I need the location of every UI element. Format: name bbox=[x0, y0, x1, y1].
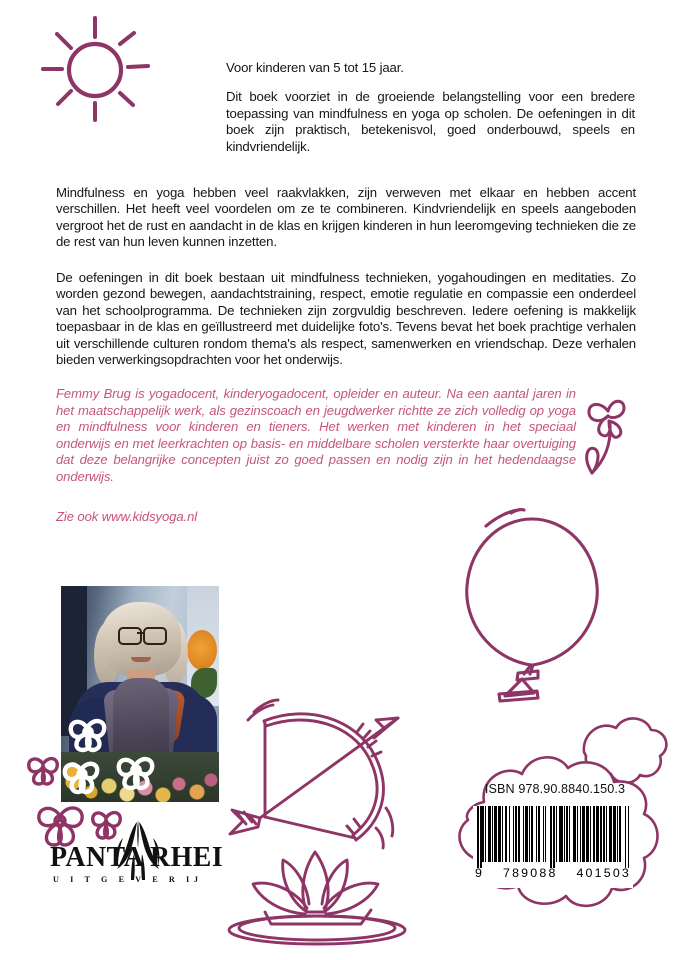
photo-glasses-bridge bbox=[137, 632, 145, 634]
balloon-icon bbox=[458, 508, 608, 703]
barcode-digit-group-two: 401503 bbox=[576, 866, 631, 880]
paragraph-three-block bbox=[56, 270, 636, 381]
publisher-name: PANTA RHEI bbox=[50, 841, 224, 873]
isbn-label: ISBN 978.90.8840.150.3 bbox=[484, 782, 626, 796]
audience-line: Voor kinderen van 5 tot 15 jaar. bbox=[226, 60, 404, 75]
paragraph-three: De oefeningen in dit boek bestaan uit mindfulness technieken, yogahoudingen en meditaties. Zo worden gezond bewegen, aandachtstraining, respect, emotie regulatie en compassie een onderdeel van het schoolprogramma. De technieken zijn zorgvuldig beschreven. Iedere oefening is makkelijk toepasbaar in de klas en geïllustreerd met duidelijke foto's. Tevens bevat het boek prachtige verhalen uit verschillende culturen rondom thema's als respect, samenwerken en vriendschap. Deze verhalen bieden verwerkingsopdrachten voor het onderwijs. bbox=[56, 270, 636, 368]
sun-icon bbox=[33, 12, 158, 124]
photo-glasses-right bbox=[143, 627, 167, 645]
photo-orange-flower bbox=[187, 630, 217, 670]
author-bio: Femmy Brug is yogadocent, kinderyogadocent, opleider en auteur. Na een aantal jaren in het maatschappelijk werk, als gezinscoach en jeugdwerker richtte ze zich volledig op yoga en mindfulness voor kinderen en tieners. Het werken met kinderen in het speciaal onderwijs en met leerkrachten op basis- en middelbare scholen versterkte haar overtuiging dat deze belangrijke concepten juist zo goed passen en nodig zijn in het hedendaagse onderwijs. bbox=[56, 386, 576, 484]
website-link[interactable]: Zie ook www.kidsyoga.nl bbox=[56, 509, 198, 524]
lotus-flower-icon bbox=[225, 838, 415, 946]
intro-paragraph: Dit boek voorziet in de groeiende belangstelling voor een bredere toepassing van mindfulness en yoga op scholen. De oefeningen in dit boek zijn praktisch, betekenisvol, goed onderbouwd, speels en kindvriendelijk. bbox=[226, 89, 635, 154]
barcode-digits bbox=[473, 866, 633, 880]
intro-text-block bbox=[226, 60, 635, 168]
publisher-tagline: U I T G E V E R IJ bbox=[53, 875, 203, 884]
barcode-digit-left: 9 bbox=[475, 866, 485, 880]
publisher-logo bbox=[50, 820, 224, 892]
author-bio-block bbox=[56, 386, 576, 499]
paragraph-two: Mindfulness en yoga hebben veel raakvlakken, zijn verweven met elkaar en hebben accent verschillen. Het heeft veel voordelen om ze te combineren. Kindvriendelijk en speels aangeboden vergroot het de rust en aandacht in de klas en krijgen kinderen in hun leeromgeving technieken die ze de rest van hun leven kunnen inzetten. bbox=[56, 185, 636, 250]
bow-and-arrow-icon bbox=[226, 700, 416, 855]
isbn-barcode bbox=[473, 806, 633, 888]
barcode-digit-group-one: 789088 bbox=[503, 866, 558, 880]
paragraph-two-block bbox=[56, 185, 636, 264]
photo-mouth bbox=[131, 657, 151, 662]
flower-with-stem-icon bbox=[578, 383, 640, 491]
photo-glasses-left bbox=[118, 627, 142, 645]
barcode-bars bbox=[477, 806, 629, 868]
